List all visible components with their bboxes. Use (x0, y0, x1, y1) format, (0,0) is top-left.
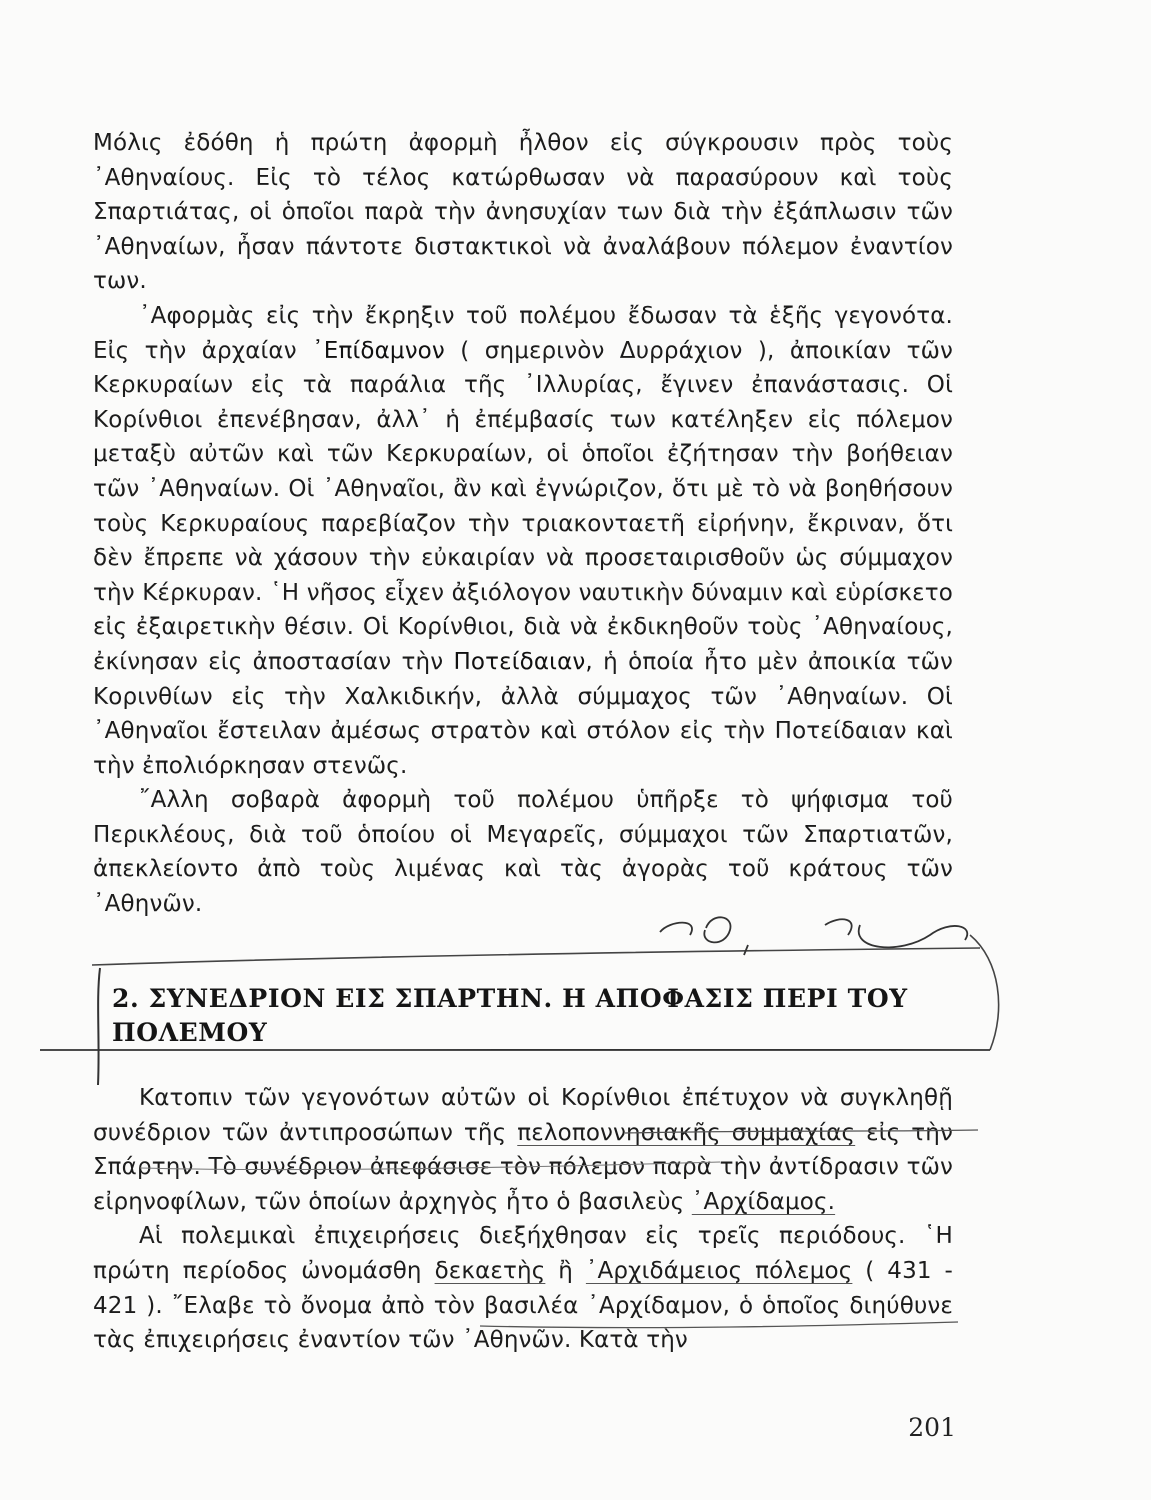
text-run: ἢ (545, 1257, 586, 1284)
paragraph (93, 299, 953, 783)
paragraph (93, 126, 953, 299)
body-text-top (93, 126, 953, 922)
section-heading: 2. ΣΥΝΕΔΡΙΟΝ ΕΙΣ ΣΠΑΡΤΗΝ. Η ΑΠΟΦΑΣΙΣ ΠΕΡΙ ΤΟΥ ΠΟΛΕΜΟΥ (112, 984, 908, 1047)
heading-box-right-line (970, 935, 999, 1050)
body-text-bottom (93, 1081, 953, 1358)
underlined-term: δεκαετὴς (434, 1257, 546, 1284)
text-run: Μόλις ἐδόθη ἡ πρώτη ἀφορμὴ ἦλθον εἰς σύγκρουσιν πρὸς τοὺς ᾿Αθηναίους. Εἰς τὸ τέλος κατώρθωσαν νὰ παρασύρουν καὶ τοὺς Σπαρτιάτας, οἱ ὁποῖοι παρὰ τὴν ἀνησυχίαν των διὰ τὴν ἐξάπλωσιν τῶν ᾿Αθηναίων, ἦσαν πάντοτε διστακτικοὶ νὰ ἀναλάβουν πόλεμον ἐναντίον των. (93, 130, 953, 295)
heading-box-left-line (98, 968, 100, 1085)
text-run: εἰς τὴν Σπάρτην. Τὸ συνέδριον ἀπεφάσισε τὸν πόλεμον παρὰ τὴν ἀντίδρασιν τῶν εἰρηνοφίλων, τῶν ὁποίων ἀρχηγὸς ἦτο ὁ βασιλεὺς (93, 1119, 953, 1215)
paragraph (93, 1219, 953, 1357)
emphasized-term: Ποτείδαιαν, (453, 648, 593, 675)
text-run: Αἱ πολεμικαὶ ἐπιχειρήσεις διεξήχθησαν εἰς τρεῖς περιόδους. ῾Η πρώτη περίοδος ὠνομάσθη (93, 1223, 953, 1284)
text-run: ᾿Αφορμὰς εἰς τὴν ἔκρηξιν τοῦ πολέμου ἔδωσαν τὰ ἑξῆς γεγονότα. Εἰς τὴν ἀρχαίαν (93, 302, 953, 364)
emphasized-term: ᾿Επίδαμνον (312, 337, 445, 364)
page-number: 201 (908, 1413, 956, 1442)
heading-box-top-line (92, 948, 980, 965)
underlined-term: πελοποννησιακῆς συμμαχίας (517, 1119, 856, 1146)
underlined-term: ᾿Αρχιδάμειος πόλεμος (585, 1257, 853, 1284)
text-run: ῎Αλλη σοβαρὰ ἀφορμὴ τοῦ πολέμου ὑπῆρξε τὸ ψήφισμα τοῦ Περικλέους, διὰ τοῦ ὁποίου οἱ Μεγαρεῖς, σύμμαχοι τῶν Σπαρτιατῶν, ἀπεκλείοντο ἀπὸ τοὺς λιμένας καὶ τὰς ἀγορὰς τοῦ κράτους τῶν ᾿Αθηνῶν. (93, 787, 953, 918)
handwritten-scribble (660, 917, 967, 955)
underlined-term: ᾿Αρχίδαμος. (691, 1188, 836, 1215)
text-run: ( σημερινὸν Δυρράχιον ), ἀποικίαν τῶν Κερκυραίων εἰς τὰ παράλια τῆς ᾿Ιλλυρίας, ἔγινεν ἐπανάστασις. Οἱ Κορίνθιοι ἐπενέβησαν, ἀλλ᾿ ἡ ἐπέμβασίς των κατέληξεν εἰς πόλεμον μεταξὺ αὐτῶν καὶ τῶν Κερκυραίων, οἱ ὁποῖοι ἐζήτησαν τὴν βοήθειαν τῶν ᾿Αθηναίων. Οἱ ᾿Αθηναῖοι, ἂν καὶ ἐγνώριζον, ὅτι μὲ τὸ νὰ βοηθήσουν τοὺς Κερκυραίους παρεβίαζον τὴν τριακονταετῆ εἰρήνην, ἔκριναν, ὅτι δὲν ἔπρεπε νὰ χάσουν τὴν εὐκαιρίαν νὰ προσεταιρισθοῦν ὡς σύμμαχον τὴν Κέρκυραν. ῾Η νῆσος εἶχεν ἀξιόλογον ναυτικὴν δύναμιν καὶ εὑρίσκετο εἰς ἐξαιρετικὴν θέσιν. Οἱ Κορίνθιοι, διὰ νὰ ἐκδικηθοῦν τοὺς ᾿Αθηναίους, ἐκίνησαν εἰς ἀποστασίαν τὴν (93, 337, 954, 675)
text-run: Κατοπιν τῶν γεγονότων αὐτῶν οἱ Κορίνθιοι ἐπέτυχον νὰ συγκληθῇ συνέδριον τῶν ἀντιπροσώπων τῆς (93, 1085, 953, 1146)
paragraph (93, 1081, 953, 1219)
text-run: ἡ ὁποία ἦτο μὲν ἀποικία τῶν Κορινθίων εἰς τὴν Χαλκιδικήν, ἀλλὰ σύμμαχος τῶν ᾿Αθηναίων. Οἱ ᾿Αθηναῖοι ἔστειλαν ἀμέσως στρατὸν καὶ στόλον εἰς τὴν Ποτείδαιαν καὶ τὴν ἐπολιόρκησαν στενῶς. (93, 648, 953, 779)
paragraph (93, 783, 953, 921)
text-run: ( 431 - 421 ). ῎Ελαβε τὸ ὄνομα ἀπὸ τὸν βασιλέα ᾿Αρχίδαμον, ὁ ὁποῖος διηύθυνε τὰς ἐπιχειρήσεις ἐναντίον τῶν ᾿Αθηνῶν. Κατὰ τὴν (93, 1257, 954, 1354)
